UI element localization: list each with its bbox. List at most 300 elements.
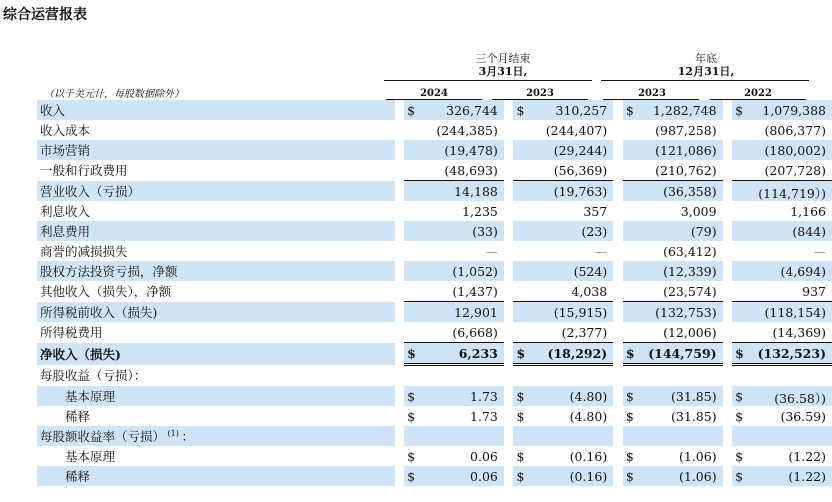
value-text: — (485, 244, 498, 259)
col-year-1: 2024 (420, 88, 448, 99)
value-text: (244,385) (436, 123, 498, 138)
value-text: (1.06) (678, 469, 717, 484)
quarter-date-label: 3月31日, (478, 65, 528, 78)
row-label (37, 140, 395, 160)
value-cell (623, 140, 723, 160)
row-label (37, 181, 395, 202)
column-gap (723, 302, 733, 323)
value-text: (844) (792, 224, 826, 239)
column-gap (395, 466, 405, 486)
row-label-text: 商誉的减损损失 (40, 244, 128, 259)
currency-symbol: $ (516, 409, 525, 424)
table-row (37, 302, 832, 323)
column-gap (613, 446, 623, 466)
value-cell (404, 140, 504, 160)
row-label-text: 一般和行政费用 (40, 163, 128, 179)
value-text: (36.59) (780, 409, 826, 424)
value-cell (623, 365, 723, 387)
row-label-text: 净收入（损失) (40, 346, 121, 362)
column-gap (395, 181, 405, 202)
column-gap (504, 302, 514, 323)
value-cell (404, 100, 504, 120)
value-text: (207,728) (764, 163, 826, 178)
column-gap (395, 365, 405, 387)
currency-symbol: $ (735, 346, 744, 361)
row-label-text: 稀释 (65, 409, 91, 424)
currency-symbol: $ (407, 469, 416, 484)
value-cell (732, 426, 832, 446)
value-text: (12,006) (663, 325, 717, 340)
row-label-text: 基本原理 (65, 389, 116, 404)
table-row (37, 466, 832, 486)
value-text: (63,412) (663, 244, 717, 259)
value-text: 1,079,388 (762, 103, 826, 118)
value-text: (4.80) (569, 409, 608, 424)
column-gap (504, 140, 514, 160)
value-cell (623, 426, 723, 446)
value-text: (19,478) (444, 143, 498, 158)
value-text: 1,166 (790, 204, 826, 219)
value-cell (404, 120, 504, 140)
row-label (37, 406, 395, 426)
column-gap (504, 100, 514, 120)
value-text: (36.58）) (774, 391, 826, 406)
value-text: (114,719）) (758, 186, 826, 201)
row-label-text: 其他收入（损失），净额 (40, 284, 172, 300)
value-cell (623, 261, 723, 281)
value-text: 3,009 (680, 204, 717, 219)
row-label-text: 所得税前收入（损失) (40, 304, 158, 320)
row-label (37, 201, 395, 221)
value-text: (132,753) (655, 305, 717, 320)
column-gap (723, 386, 733, 406)
currency-symbol: $ (625, 103, 634, 118)
value-text: (121,086) (655, 143, 717, 158)
column-gap (613, 302, 623, 323)
row-label-text: 基本原理 (65, 449, 116, 464)
table-row (37, 201, 832, 221)
column-gap (613, 322, 623, 343)
value-cell (513, 466, 613, 486)
value-cell (513, 302, 613, 323)
income-statement-table (37, 100, 832, 486)
value-cell (513, 201, 613, 221)
value-cell (623, 221, 723, 241)
value-text: (4,694) (780, 264, 826, 279)
value-cell (623, 466, 723, 486)
value-cell (732, 302, 832, 323)
table-row (37, 221, 832, 241)
quarter-header-rule (384, 80, 592, 81)
value-cell (623, 120, 723, 140)
value-cell (732, 386, 832, 406)
column-gap (613, 140, 623, 160)
value-cell (732, 365, 832, 387)
column-gap (504, 466, 514, 486)
column-gap (504, 386, 514, 406)
value-cell (623, 406, 723, 426)
column-gap (395, 201, 405, 221)
table-row (37, 322, 832, 343)
value-cell (732, 446, 832, 466)
column-gap (723, 343, 733, 365)
column-gap (504, 446, 514, 466)
row-label (37, 281, 395, 302)
column-gap (504, 322, 514, 343)
row-label-text: 利息费用 (40, 224, 91, 239)
currency-symbol: $ (407, 346, 416, 361)
value-text: (1.22) (788, 449, 826, 464)
value-text: (244,407) (545, 123, 608, 138)
value-cell (404, 181, 504, 202)
column-gap (723, 426, 733, 446)
column-gap (613, 201, 623, 221)
value-cell (404, 446, 504, 466)
value-cell (623, 181, 723, 202)
row-label (37, 120, 395, 140)
col-year-4: 2022 (744, 88, 772, 99)
column-gap (723, 466, 733, 486)
column-gap (613, 386, 623, 406)
row-label-text: 所得税费用 (40, 325, 103, 341)
column-gap (395, 160, 405, 181)
value-text: 1.73 (470, 409, 498, 424)
column-gap (504, 241, 514, 261)
currency-symbol: $ (407, 389, 416, 404)
row-label (37, 100, 395, 120)
row-label-text: 收入成本 (40, 123, 91, 138)
column-gap (723, 181, 733, 202)
column-gap (613, 241, 623, 261)
currency-symbol: $ (735, 469, 744, 484)
value-cell (513, 221, 613, 241)
value-cell (732, 466, 832, 486)
col-year-2: 2023 (526, 88, 554, 99)
row-label (37, 302, 395, 323)
column-gap (395, 302, 405, 323)
row-label (37, 365, 395, 387)
column-gap (723, 281, 733, 302)
value-cell (404, 386, 504, 406)
column-gap (504, 201, 514, 221)
value-text: 4,038 (571, 284, 608, 299)
row-label (37, 343, 395, 365)
value-cell (732, 406, 832, 426)
value-text: 310,257 (555, 103, 608, 118)
value-cell (404, 343, 504, 365)
value-cell (404, 302, 504, 323)
table-row (37, 343, 832, 365)
column-gap (613, 426, 623, 446)
row-label (37, 466, 395, 486)
value-cell (513, 426, 613, 446)
row-label (37, 160, 395, 181)
row-label (37, 261, 395, 281)
value-cell (732, 281, 832, 302)
value-cell (732, 261, 832, 281)
column-gap (723, 120, 733, 140)
table-row (37, 120, 832, 140)
value-cell (732, 100, 832, 120)
currency-symbol: $ (516, 389, 525, 404)
value-text: (48,693) (444, 163, 498, 178)
row-label-text: 每股额收益率（亏损） (40, 429, 166, 444)
table-row (37, 241, 832, 261)
value-text: (31.85) (671, 389, 717, 404)
value-text: (36,358) (663, 184, 717, 199)
column-gap (613, 261, 623, 281)
column-gap (723, 241, 733, 261)
row-label-text: 营业收入（亏损） (40, 183, 141, 199)
year-group-label: 年底 (695, 52, 717, 65)
column-gap (723, 100, 733, 120)
column-gap (504, 261, 514, 281)
row-label-text: 收入 (40, 103, 66, 118)
value-text: 12,901 (454, 305, 498, 320)
value-text: (1,437) (452, 284, 498, 299)
value-text: (33) (472, 224, 498, 239)
column-gap (395, 100, 405, 120)
column-gap (723, 221, 733, 241)
value-cell (404, 322, 504, 343)
currency-symbol: $ (735, 389, 744, 404)
column-gap (395, 221, 405, 241)
page-title: 综合运营报表 (3, 7, 87, 23)
currency-symbol: $ (625, 409, 634, 424)
currency-symbol: $ (625, 389, 634, 404)
column-gap (613, 160, 623, 181)
value-text: (12,339) (663, 264, 717, 279)
value-cell (404, 221, 504, 241)
table-row (37, 446, 832, 466)
value-text: (31.85) (671, 409, 717, 424)
value-text: (2,377) (561, 325, 608, 340)
value-cell (513, 140, 613, 160)
table-row (37, 181, 832, 202)
column-gap (504, 221, 514, 241)
row-label (37, 241, 395, 261)
value-text: — (813, 244, 826, 259)
value-cell (404, 281, 504, 302)
row-label-text: 每股收益（亏损）： (40, 368, 147, 384)
currency-symbol: $ (516, 469, 525, 484)
column-gap (395, 343, 405, 365)
column-gap (504, 120, 514, 140)
column-gap (613, 221, 623, 241)
table-row (37, 261, 832, 281)
value-cell (623, 281, 723, 302)
year-date-label: 12月31日, (677, 65, 735, 78)
value-cell (513, 120, 613, 140)
value-cell (404, 365, 504, 387)
column-gap (504, 181, 514, 202)
value-text: (23) (581, 224, 608, 239)
table-row (37, 100, 832, 120)
value-text: 0.06 (470, 449, 498, 464)
column-gap (395, 426, 405, 446)
value-text: 6,233 (458, 346, 498, 361)
row-label (37, 446, 395, 466)
value-text: (180,002) (764, 143, 826, 158)
value-cell (623, 302, 723, 323)
value-cell (513, 365, 613, 387)
column-gap (395, 241, 405, 261)
quarter-group-label: 三个月结束 (475, 52, 531, 65)
column-gap (613, 343, 623, 365)
value-cell (513, 281, 613, 302)
value-text: (19,763) (553, 184, 608, 199)
column-gap (613, 181, 623, 202)
column-gap (395, 281, 405, 302)
table-row (37, 386, 832, 406)
row-label-text: 市场营销 (40, 143, 91, 158)
value-cell (404, 426, 504, 446)
value-cell (513, 160, 613, 181)
value-text: (118,154) (764, 305, 826, 320)
value-cell (732, 120, 832, 140)
value-cell (623, 343, 723, 365)
value-cell (513, 322, 613, 343)
value-cell (404, 466, 504, 486)
value-cell (732, 343, 832, 365)
value-text: (6,668) (452, 325, 498, 340)
currency-symbol: $ (625, 449, 634, 464)
column-gap (723, 140, 733, 160)
quarter-group-header (399, 52, 607, 78)
value-text: (0.16) (569, 469, 608, 484)
value-cell (513, 261, 613, 281)
column-gap (613, 120, 623, 140)
value-cell (404, 201, 504, 221)
value-cell (732, 140, 832, 160)
currency-symbol: $ (735, 449, 744, 464)
value-cell (623, 160, 723, 181)
value-text: 357 (583, 204, 608, 219)
column-gap (723, 406, 733, 426)
column-gap (395, 386, 405, 406)
value-text: (987,258) (655, 123, 717, 138)
value-cell (732, 160, 832, 181)
currency-symbol: $ (516, 103, 525, 118)
column-gap (723, 322, 733, 343)
column-gap (613, 406, 623, 426)
row-label (37, 221, 395, 241)
column-gap (613, 281, 623, 302)
value-text: (4.80) (569, 389, 608, 404)
value-text: (29,244) (553, 143, 608, 158)
column-gap (504, 365, 514, 387)
column-gap (395, 140, 405, 160)
table-row (37, 365, 832, 387)
value-text: (524) (573, 264, 608, 279)
value-cell (732, 181, 832, 202)
value-cell (623, 386, 723, 406)
value-text: 14,188 (454, 184, 498, 199)
table-row (37, 406, 832, 426)
column-gap (504, 426, 514, 446)
column-gap (613, 466, 623, 486)
column-gap (613, 100, 623, 120)
value-cell (623, 241, 723, 261)
value-cell (732, 322, 832, 343)
value-text: (806,377) (764, 123, 826, 138)
value-cell (732, 221, 832, 241)
column-gap (395, 446, 405, 466)
column-gap (723, 201, 733, 221)
value-cell (623, 100, 723, 120)
row-label (37, 426, 395, 446)
footnote-marker: (1) (165, 428, 182, 438)
currency-symbol: $ (407, 409, 416, 424)
value-cell (513, 446, 613, 466)
value-cell (513, 343, 613, 365)
column-gap (613, 365, 623, 387)
column-gap (504, 160, 514, 181)
row-label-text: 股权方法投资亏损，净额 (40, 264, 178, 279)
value-cell (513, 181, 613, 202)
column-gap (395, 322, 405, 343)
currency-symbol: $ (735, 103, 744, 118)
currency-symbol: $ (407, 103, 416, 118)
currency-symbol: $ (625, 469, 634, 484)
value-cell (513, 386, 613, 406)
value-text: (56,369) (553, 163, 608, 178)
value-text: 326,744 (446, 103, 498, 118)
column-gap (723, 446, 733, 466)
value-text: 0.06 (470, 469, 498, 484)
value-cell (732, 241, 832, 261)
value-text: — (594, 244, 608, 259)
column-gap (395, 406, 405, 426)
value-cell (623, 446, 723, 466)
value-text: (79) (690, 224, 717, 239)
value-text: 937 (802, 284, 826, 299)
value-text: (1,052) (452, 264, 498, 279)
value-cell (404, 406, 504, 426)
column-gap (723, 261, 733, 281)
row-label-suffix: ： (181, 429, 194, 444)
currency-symbol: $ (735, 409, 744, 424)
value-cell (404, 160, 504, 181)
column-gap (395, 120, 405, 140)
value-text: (0.16) (569, 449, 608, 464)
currency-symbol: $ (516, 346, 526, 361)
column-gap (395, 261, 405, 281)
year-header-rule (601, 80, 809, 81)
row-label-text: 利息收入 (40, 204, 91, 219)
table-row (37, 140, 832, 160)
row-label (37, 386, 395, 406)
currency-symbol: $ (516, 449, 525, 464)
year-group-header (602, 52, 810, 78)
row-label-text: 稀释 (65, 469, 91, 484)
column-gap (504, 343, 514, 365)
value-cell (513, 100, 613, 120)
value-text: 1,235 (462, 204, 498, 219)
column-gap (504, 281, 514, 302)
value-cell (404, 241, 504, 261)
currency-symbol: $ (625, 346, 635, 361)
value-cell (623, 322, 723, 343)
column-gap (504, 406, 514, 426)
value-text: (14,369) (772, 325, 826, 340)
value-cell (513, 406, 613, 426)
value-cell (623, 201, 723, 221)
value-text: (15,915) (553, 305, 608, 320)
value-text: (18,292) (547, 346, 608, 361)
value-cell (732, 201, 832, 221)
table-row (37, 426, 832, 446)
